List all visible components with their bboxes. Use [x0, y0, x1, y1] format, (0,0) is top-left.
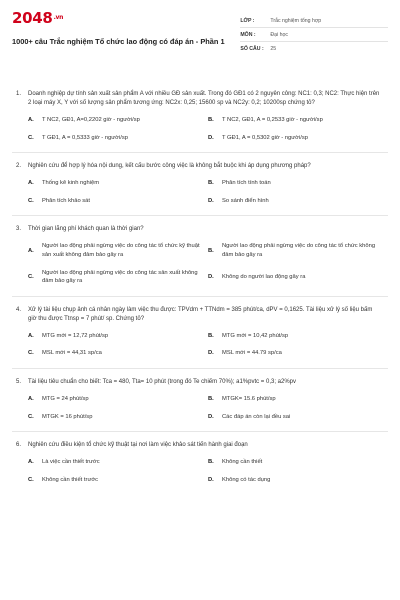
question-text: Tài liệu tiêu chuẩn cho biết: Tca = 480, Tta= 10 phút (trong đó Te chiếm 70%); a1%pvtc = 0,3; a2%pv [28, 378, 297, 385]
option-text: T NC2, GĐ1, A = 0,2533 giờ - người/sp [222, 117, 323, 123]
answer-option[interactable] [28, 476, 208, 485]
option-text: Không có tác dụng [222, 476, 271, 483]
option-letter: B. [208, 180, 214, 187]
option-letter: A. [28, 247, 34, 254]
option-text: MTG mới = 10,42 phút/sp [222, 332, 289, 339]
answer-option[interactable] [208, 458, 388, 467]
option-text: Người lao động phải ngừng việc do công tác tổ chức không đảm bảo gây ra [222, 243, 376, 258]
question-divider [12, 296, 388, 297]
option-text: Người lao động phải ngừng việc do công tác tổ chức kỹ thuật sản xuất không đảm bảo gây ra [42, 243, 200, 258]
meta-key: LỚP : [240, 17, 255, 24]
option-letter: D. [208, 134, 214, 141]
question-item [12, 90, 388, 142]
answer-option[interactable] [208, 332, 388, 341]
option-letter: A. [28, 180, 34, 187]
answer-option[interactable] [28, 349, 208, 358]
answer-option[interactable] [28, 332, 208, 341]
option-letter: A. [28, 395, 34, 402]
option-text: Là việc cần thiết trước [42, 459, 100, 466]
question-header [12, 378, 388, 387]
question-number: 5. [16, 378, 22, 385]
question-text: Xử lý tài liệu chụp ảnh cá nhân ngày làm việc thu được: TPVdm + TTNdm = 385 phút/ca, dPV = 0,1625. Tài liệu xử lý số liệu bấm giờ thu được Ttnsp = 7 phút/ sp. Chứng tỏ? [28, 306, 373, 322]
question-number: 6. [16, 442, 22, 449]
answer-options [12, 332, 388, 358]
question-item [12, 162, 388, 205]
logo-text: 2048 [12, 9, 53, 27]
question-text: Doanh nghiệp dự tính sản xuất sản phẩm A với nhiều GĐ sản xuất. Trong đó GĐ1 có 2 nguyên công: NC1: 0,3; NC2: Thực hiện trên 2 loại máy X, Y với số lượng sản phẩm tương ứng: NC2x: 0,25; 15600 sp và NC2y: 0,2; 10200sp chứng tỏ? [28, 91, 380, 106]
question-header [12, 225, 388, 234]
page-title: 1000+ câu Trắc nghiệm Tổ chức lao động có đáp án - Phần 1 [12, 37, 225, 46]
question-text: Thời gian lãng phí khách quan là thời gian? [28, 226, 144, 233]
meta-row [240, 14, 388, 28]
option-letter: B. [208, 247, 214, 254]
answer-options [12, 116, 388, 142]
option-text: T NC2, GĐ1, A=0,2202 giờ - người/sp [42, 117, 140, 123]
option-text: MTG mới = 12,72 phút/sp [42, 332, 109, 339]
option-letter: D. [208, 197, 214, 204]
answer-option[interactable] [208, 134, 388, 143]
option-text: T GĐ1, A = 0,5302 giờ - người/sp [222, 134, 308, 141]
question-number: 2. [16, 163, 22, 170]
option-text: Thống kê kinh nghiệm [42, 180, 100, 187]
answer-option[interactable] [28, 134, 208, 143]
option-letter: A. [28, 459, 34, 466]
option-text: Các đáp án còn lại đều sai [222, 413, 291, 420]
answer-option[interactable] [28, 242, 208, 259]
meta-row [240, 42, 388, 56]
question-header [12, 90, 388, 108]
option-text: So sánh điển hình [222, 197, 269, 204]
option-text: Phân tích khảo sát [42, 197, 91, 204]
option-letter: A. [28, 117, 34, 123]
option-text: MTGK= 15.6 phút/sp [222, 395, 276, 402]
answer-option[interactable] [28, 395, 208, 404]
option-text: MTGK = 16 phút/sp [42, 413, 93, 420]
meta-value: 25 [270, 46, 277, 52]
question-divider [12, 215, 388, 216]
question-divider [12, 368, 388, 369]
answer-option[interactable] [208, 179, 388, 188]
option-letter: B. [208, 117, 214, 123]
option-letter: D. [208, 273, 214, 280]
option-letter: C. [28, 197, 34, 204]
question-text: Nghiên cứu để hợp lý hóa nội dung, kết cấu bước công việc là không bắt buộc khi áp dụng phương pháp? [28, 163, 311, 170]
answer-option[interactable] [208, 242, 388, 259]
option-text: Không cần thiết trước [42, 476, 99, 483]
option-letter: B. [208, 459, 214, 466]
answer-option[interactable] [208, 116, 388, 125]
question-list [12, 90, 388, 484]
document-header [12, 10, 388, 68]
option-text: MSL mới = 44,31 sp/ca [42, 350, 102, 357]
answer-option[interactable] [208, 269, 388, 286]
answer-option[interactable] [208, 413, 388, 422]
option-letter: C. [28, 134, 34, 141]
option-text: MSL mới = 44.79 sp/ca [222, 350, 282, 357]
answer-option[interactable] [28, 413, 208, 422]
question-item [12, 306, 388, 358]
meta-value: Đại học [270, 31, 288, 38]
option-text: Không cần thiết [222, 459, 263, 466]
option-letter: D. [208, 413, 214, 420]
question-divider [12, 152, 388, 153]
answer-option[interactable] [208, 197, 388, 206]
question-header [12, 162, 388, 171]
answer-options [12, 242, 388, 285]
option-text: MTG = 24 phút/sp [42, 395, 89, 402]
site-logo[interactable] [12, 10, 240, 26]
option-letter: D. [208, 350, 214, 357]
option-letter: C. [28, 273, 34, 280]
answer-option[interactable] [208, 476, 388, 485]
option-letter: D. [208, 476, 214, 483]
option-text: Người lao động phải ngừng việc do công tác sản xuất không đảm bảo gây ra [42, 269, 198, 285]
question-item [12, 378, 388, 421]
answer-options [12, 458, 388, 484]
answer-option[interactable] [28, 269, 208, 286]
option-letter: C. [28, 413, 34, 420]
meta-info [240, 14, 388, 56]
option-letter: B. [208, 395, 214, 402]
question-divider [12, 431, 388, 432]
question-number: 3. [16, 226, 22, 233]
meta-value: Trắc nghiệm tổng hợp [270, 17, 322, 24]
option-letter: B. [208, 332, 214, 339]
question-text: Nghiên cứu điều kiện tổ chức kỹ thuật tại nơi làm việc khảo sát tiến hành giai đoạn [28, 442, 248, 449]
answer-option[interactable] [28, 458, 208, 467]
meta-key: MÔN : [240, 31, 256, 38]
meta-key: SỐ CÂU : [240, 46, 264, 52]
option-text: T GĐ1, A = 0,5333 giờ - người/sp [42, 134, 128, 141]
answer-option[interactable] [208, 349, 388, 358]
answer-option[interactable] [28, 179, 208, 188]
answer-options [12, 395, 388, 421]
answer-option[interactable] [208, 395, 388, 404]
option-letter: A. [28, 332, 34, 339]
option-text: Không do người lao động gây ra [222, 273, 306, 280]
question-number: 4. [16, 306, 22, 313]
question-item [12, 225, 388, 285]
meta-row [240, 28, 388, 42]
question-number: 1. [16, 91, 22, 97]
option-text: Phân tích tính toán [222, 180, 271, 187]
header-left [12, 10, 240, 47]
question-header [12, 306, 388, 324]
answer-option[interactable] [28, 116, 208, 125]
answer-options [12, 179, 388, 205]
option-letter: C. [28, 350, 34, 357]
answer-option[interactable] [28, 197, 208, 206]
question-item [12, 441, 388, 484]
option-letter: C. [28, 476, 34, 483]
question-header [12, 441, 388, 450]
logo-tld: .vn [53, 14, 64, 21]
